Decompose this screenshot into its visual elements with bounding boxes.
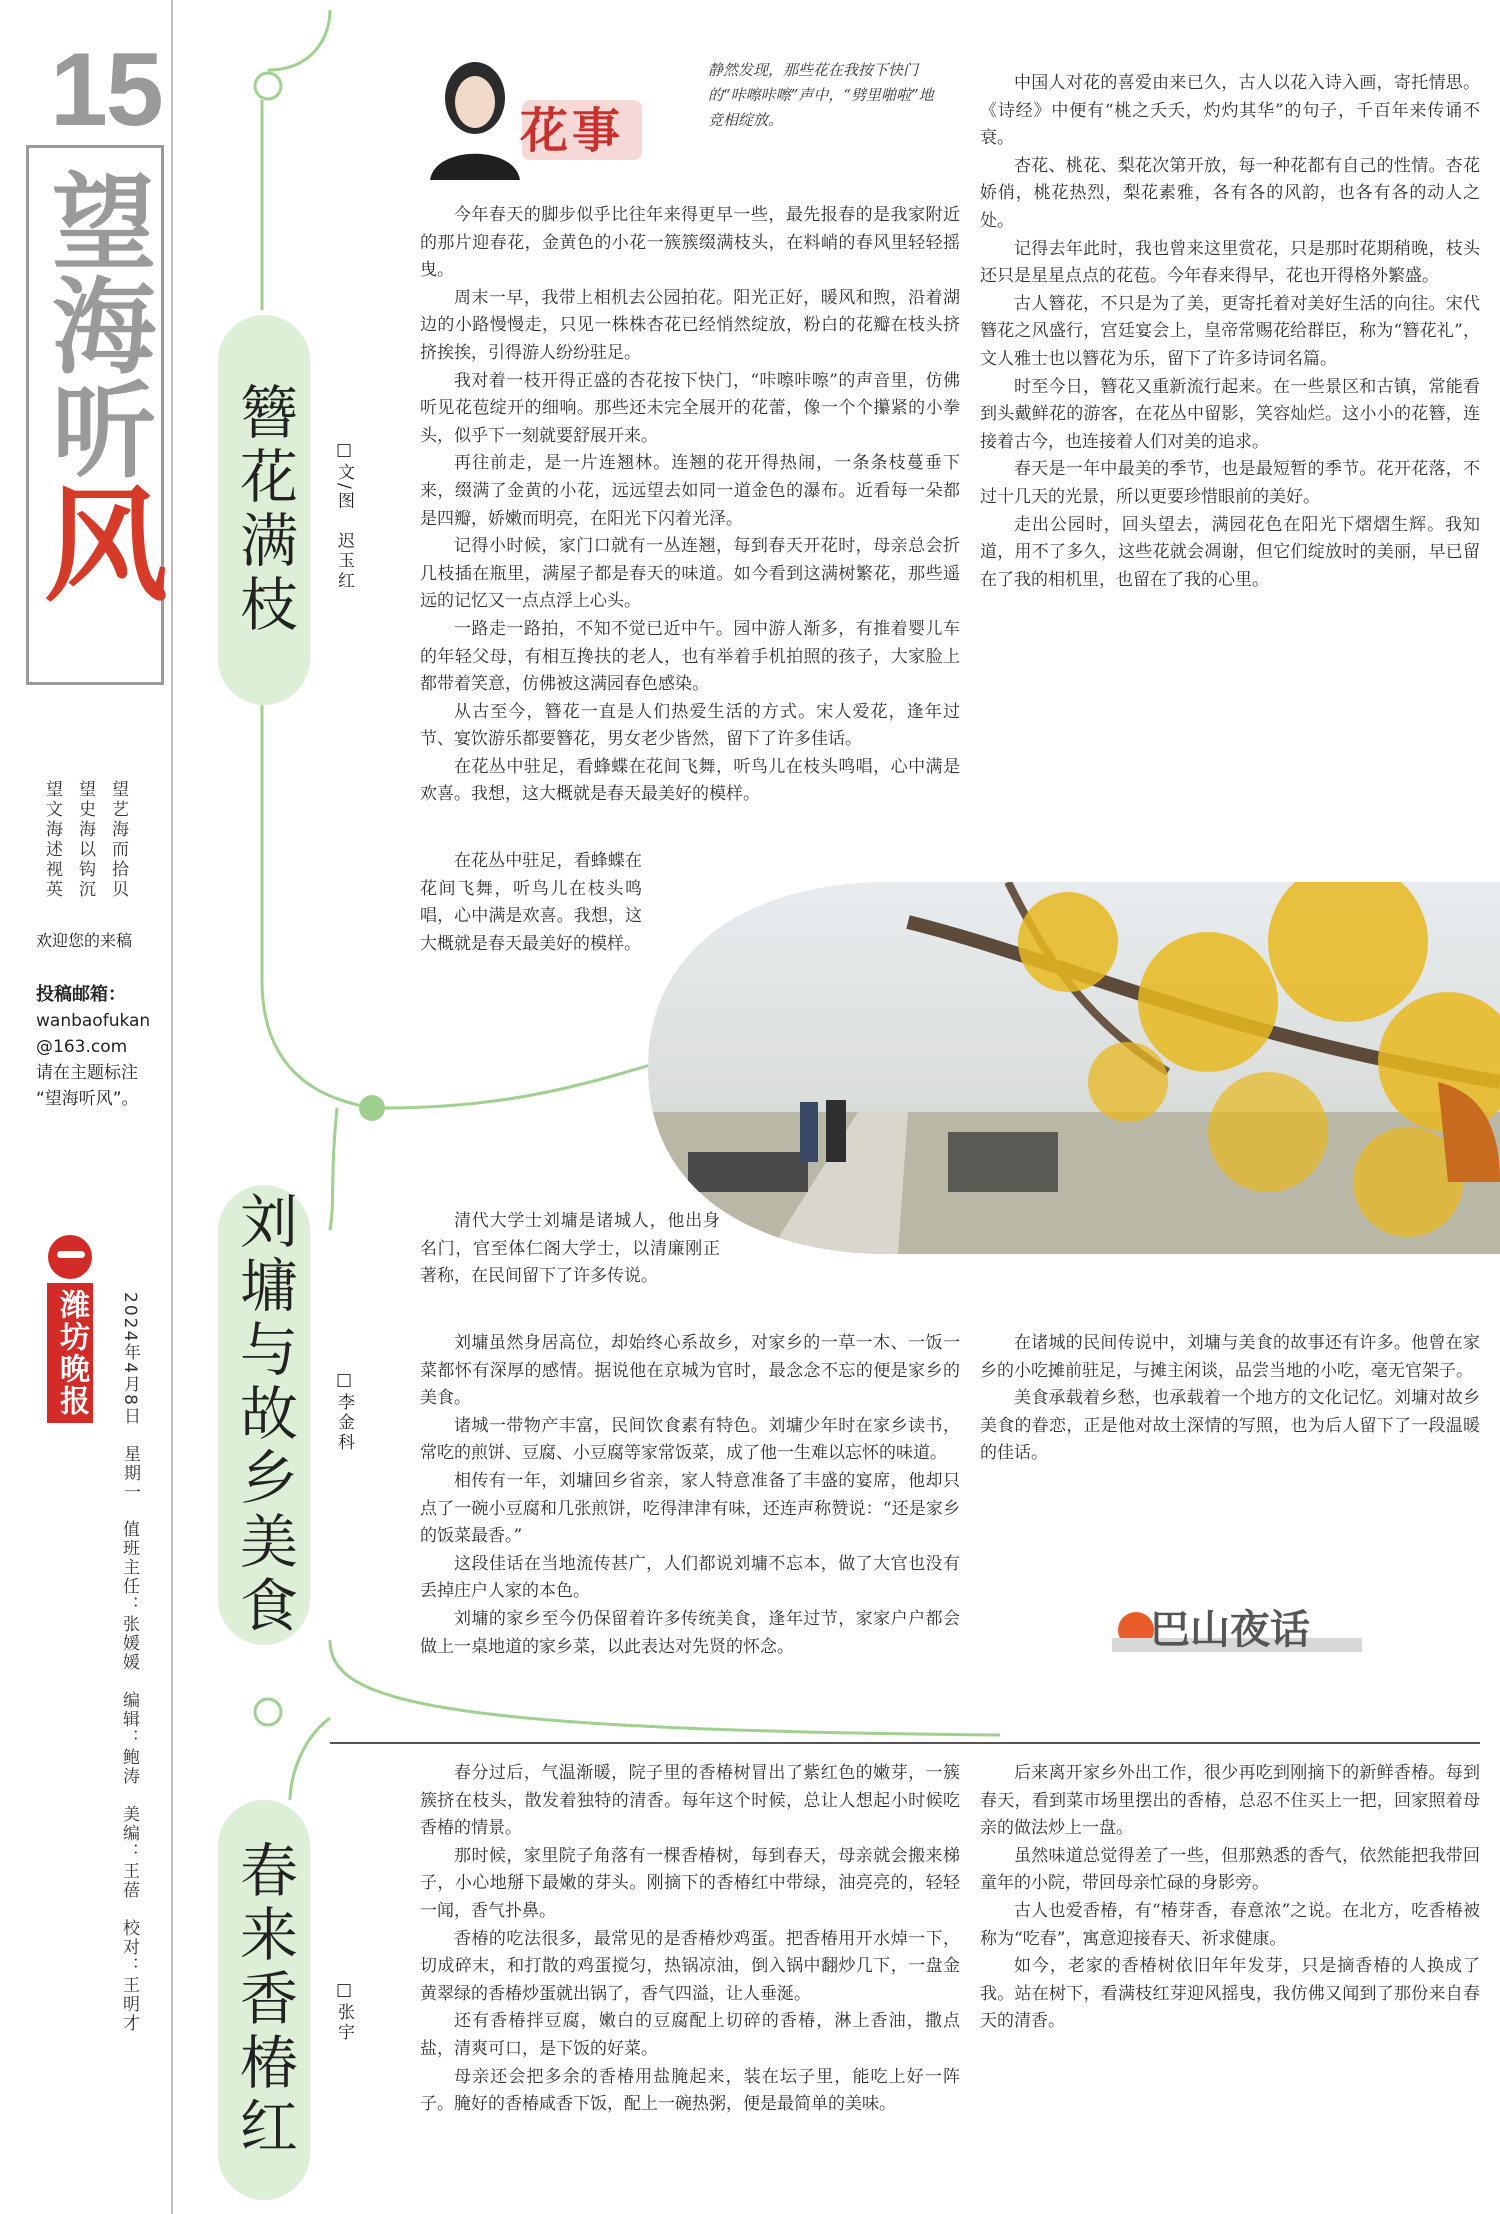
paragraph: 在花丛中驻足，看蜂蝶在花间飞舞，听鸟儿在枝头鸣唱，心中满是欢喜。我想，这大概就是春天最美好的模样。	[420, 851, 642, 954]
paragraph: 还有香椿拌豆腐，嫩白的豆腐配上切碎的香椿，淋上香油，撒点盐，清爽可口，是下饭的好菜。	[420, 2011, 960, 2059]
paragraph: 古人簪花，不只是为了美，更寄托着对美好生活的向往。宋代簪花之风盛行，宫廷宴会上，皇帝常赐花给群臣，称为“簪花礼”，文人雅士也以簪花为乐，留下了许多诗词名篇。	[980, 293, 1480, 369]
paragraph: 记得小时候，家门口就有一丛连翘，每到春天开花时，母亲总会折几枝插在瓶里，满屋子都是春天的味道。如今看到这满树繁花，那些遥远的记忆又一点点浮上心头。	[420, 536, 960, 612]
contrib-email-domain[interactable]: @163.com	[36, 1037, 128, 1057]
article-title-pill	[218, 1185, 310, 1645]
paragraph: 美食承载着乡愁，也承载着一个地方的文化记忆。刘墉对故乡美食的眷恋，正是他对故土深情的写照，也为后人留下了一段温暖的佳话。	[980, 1388, 1480, 1464]
paragraph: 这段佳话在当地流传甚广，人们都说刘墉不忘本，做了大官也没有丢掉庄户人家的本色。	[420, 1553, 960, 1602]
article-body-col1	[420, 1760, 960, 2210]
paragraph: 春分过后，气温渐暖，院子里的香椿树冒出了紫红色的嫩芽，一簇簇挤在枝头，散发着独特的清香。每年这个时候，总让人想起小时候吃香椿的情景。	[420, 1763, 960, 1839]
contrib-note: 请在主题标注	[36, 1063, 138, 1083]
welcome-text: 欢迎您的来稿	[36, 931, 133, 950]
newspaper-logo	[40, 1235, 100, 1423]
paragraph: 刘墉的家乡至今仍保留着许多传统美食，逢年过节，家家户户都会做上一桌地道的家乡菜，以此表达对先贤的怀念。	[420, 1608, 960, 1657]
logo-icon	[48, 1235, 92, 1279]
paragraph: 从古至今，簪花一直是人们热爱生活的方式。宋人爱花，逢年过节、宴饮游乐都要簪花，男女老少皆然，留下了许多佳话。	[420, 701, 960, 750]
subtitle-col: 望文海述视英	[42, 780, 62, 900]
section-label: 花事	[520, 103, 625, 159]
blossom-photo	[648, 882, 1500, 1254]
issue-date: 2024年4月8日 星期一	[120, 1292, 140, 1502]
article-title-pill	[218, 315, 310, 705]
page-number: 15	[50, 32, 162, 148]
article-pullquote: 静然发现，那些花在我按下快门的“咔嚓咔嚓”声中，“劈里啪啦”地竞相绽放。	[708, 61, 934, 129]
article-title: 簪花满枝	[230, 382, 298, 638]
paragraph: 再往前走，是一片连翘林。连翘的花开得热闹，一条条枝蔓垂下来，缀满了金黄的小花，远远望去如同一道金色的瀑布。近看每一朵都是四瓣，娇嫩而明亮，在阳光下闪着光泽。	[420, 453, 960, 529]
contrib-email[interactable]: wanbaofukan	[36, 1011, 151, 1031]
paragraph: 后来离开家乡外出工作，很少再吃到刚摘下的新鲜香椿。每到春天，看到菜市场里摆出的香椿，总忍不住买上一把，回家照着母亲的做法炒上一盘。	[980, 1763, 1480, 1839]
article-byline: □李金科	[334, 1370, 354, 1453]
paragraph: 在花丛中驻足，看蜂蝶在花间飞舞，听鸟儿在枝头鸣唱，心中满是欢喜。我想，这大概就是春天最美好的模样。	[420, 756, 960, 805]
author-portrait	[420, 50, 530, 180]
paragraph: 清代大学士刘墉是诸城人，他出身名门，官至体仁阁大学士，以清廉刚正著称，在民间留下了许多传说。	[420, 1211, 720, 1287]
paragraph: 诸城一带物产丰富，民间饮食素有特色。刘墉少年时在家乡读书，常吃的煎饼、豆腐、小豆腐等家常饭菜，成了他一生难以忘怀的味道。	[420, 1415, 960, 1464]
paragraph: 那时候，家里院子角落有一棵香椿树，每到春天，母亲就会搬来梯子，小心地掰下最嫩的芽头。刚摘下的香椿红中带绿，油亮亮的，轻轻一闻，香气扑鼻。	[420, 1845, 960, 1921]
paragraph: 刘墉虽然身居高位，却始终心系故乡，对家乡的一草一木、一饭一菜都怀有深厚的感情。据说他在京城为官时，最念念不忘的便是家乡的美食。	[420, 1333, 960, 1409]
column-title-feng: 风	[23, 480, 168, 604]
paragraph: 虽然味道总觉得差了一些，但那熟悉的香气，依然能把我带回童年的小院，带回母亲忙碌的身影旁。	[980, 1845, 1480, 1894]
paragraph: 周末一早，我带上相机去公园拍花。阳光正好，暖风和煦，沿着湖边的小路慢慢走，只见一株株杏花已经悄然绽放，粉白的花瓣在枝头挤挤挨挨，引得游人纷纷驻足。	[420, 287, 960, 363]
paragraph: 今年春天的脚步似乎比往年来得更早一些，最先报春的是我家附近的那片迎春花，金黄色的小花一簇簇缀满枝头，在料峭的春风里轻轻摇曳。	[420, 205, 960, 281]
paragraph: 记得去年此时，我也曾来这里赏花，只是那时花期稍晚，枝头还只是星星点点的花苞。今年春来得早，花也开得格外繁盛。	[980, 238, 1480, 287]
paragraph: 走出公园时，回头望去，满园花色在阳光下熠熠生辉。我知道，用不了多久，这些花就会凋谢，但它们绽放时的美丽，早已留在了我的相机里，也留在了我的心里。	[980, 514, 1480, 590]
article-2-intro	[420, 1208, 720, 1328]
article-title-pill	[218, 1800, 310, 2200]
paragraph: 时至今日，簪花又重新流行起来。在一些景区和古镇，常能看到头戴鲜花的游客，在花丛中留影，笑容灿烂。这小小的花簪，连接着古今，也连接着人们对美的追求。	[980, 376, 1480, 452]
article-byline: □张宇	[334, 1980, 354, 2043]
paragraph: 母亲还会把多余的香椿用盐腌起来，装在坛子里，能吃上好一阵子。腌好的香椿咸香下饭，配上一碗热粥，便是最简单的美味。	[420, 2066, 960, 2115]
article-body-col2	[980, 70, 1480, 870]
article-body-col2	[980, 1760, 1480, 2210]
paragraph: 杏花、桃花、梨花次第开放，每一种花都有自己的性情。杏花娇俏，桃花热烈，梨花素雅，各有各的风韵，也各有各的动人之处。	[980, 155, 1480, 231]
logo-text: 潍坊晚报	[47, 1283, 93, 1423]
contrib-label: 投稿邮箱：	[36, 984, 126, 1005]
paragraph: 在诸城的民间传说中，刘墉与美食的故事还有许多。他曾在家乡的小吃摊前驻足，与摊主闲谈，品尝当地的小吃，毫无官架子。	[980, 1333, 1480, 1381]
staff-credits: 值班主任：张媛媛 编辑：鲍涛 美编：王蓓 校对：王明才	[119, 1520, 139, 2033]
paragraph: 中国人对花的喜爱由来已久，古人以花入诗入画，寄托情思。《诗经》中便有“桃之夭夭，灼灼其华”的句子，千百年来传诵不衰。	[980, 73, 1480, 149]
contrib-note-2: “望海听风”。	[36, 1089, 139, 1109]
contribution-info	[36, 982, 166, 1112]
column-title-box	[23, 145, 168, 685]
paragraph: 古人也爱香椿，有“椿芽香，春意浓”之说。在北方，吃香椿被称为“吃春”，寓意迎接春天、祈求健康。	[980, 1900, 1480, 1949]
paragraph: 香椿的吃法很多，最常见的是香椿炒鸡蛋。把香椿用开水焯一下，切成碎末，和打散的鸡蛋搅匀，热锅凉油，倒入锅中翻炒几下，一盘金黄翠绿的香椿炒蛋就出锅了，香气四溢，让人垂涎。	[420, 1928, 960, 2004]
column-title	[23, 168, 168, 604]
article-body-col2	[980, 1330, 1480, 1570]
paragraph: 春天是一年中最美的季节，也是最短暂的季节。花开花落，不过十几天的光景，所以更要珍惜眼前的美好。	[980, 459, 1480, 507]
column-title-main: 望海听	[34, 168, 157, 480]
section-label	[1150, 1598, 1310, 1655]
paragraph: 如今，老家的香椿树依旧年年发芽，只是摘香椿的人换成了我。站在树下，看满枝红芽迎风摇曳，我仿佛又闻到了那份来自春天的清香。	[980, 1956, 1480, 2032]
article-body-wrap	[420, 848, 642, 1048]
subtitle-col: 望史海以钩沉	[75, 780, 95, 900]
column-subtitles	[40, 780, 131, 900]
article-body-col1	[420, 1330, 960, 1730]
paragraph: 一路走一路拍，不知不觉已近中午。园中游人渐多，有推着婴儿车的年轻父母，有相互搀扶的老人，也有举着手机拍照的孩子，大家脸上都带着笑意，仿佛被这满园春色感染。	[420, 618, 960, 695]
article-title: 春来香椿红	[230, 1840, 298, 2160]
section-label-text: 巴山夜话	[1150, 1606, 1310, 1653]
article-title: 刘墉与故乡美食	[230, 1191, 298, 1639]
subtitle-col: 望艺海而拾贝	[108, 780, 128, 900]
article-body-col1	[420, 202, 960, 842]
paragraph: 我对着一枝开得正盛的杏花按下快门，“咔嚓咔嚓”的声音里，仿佛听见花苞绽开的细响。那些还未完全展开的花蕾，像一个个攥紧的小拳头，似乎下一刻就要舒展开来。	[420, 370, 960, 446]
section-divider	[330, 1742, 1480, 1744]
article-byline: □文/图 迟玉红	[334, 440, 354, 592]
paragraph: 相传有一年，刘墉回乡省亲，家人特意准备了丰盛的宴席，他却只点了一碗小豆腐和几张煎饼，吃得津津有味，还连声称赞说：“还是家乡的饭菜最香。”	[420, 1470, 960, 1547]
